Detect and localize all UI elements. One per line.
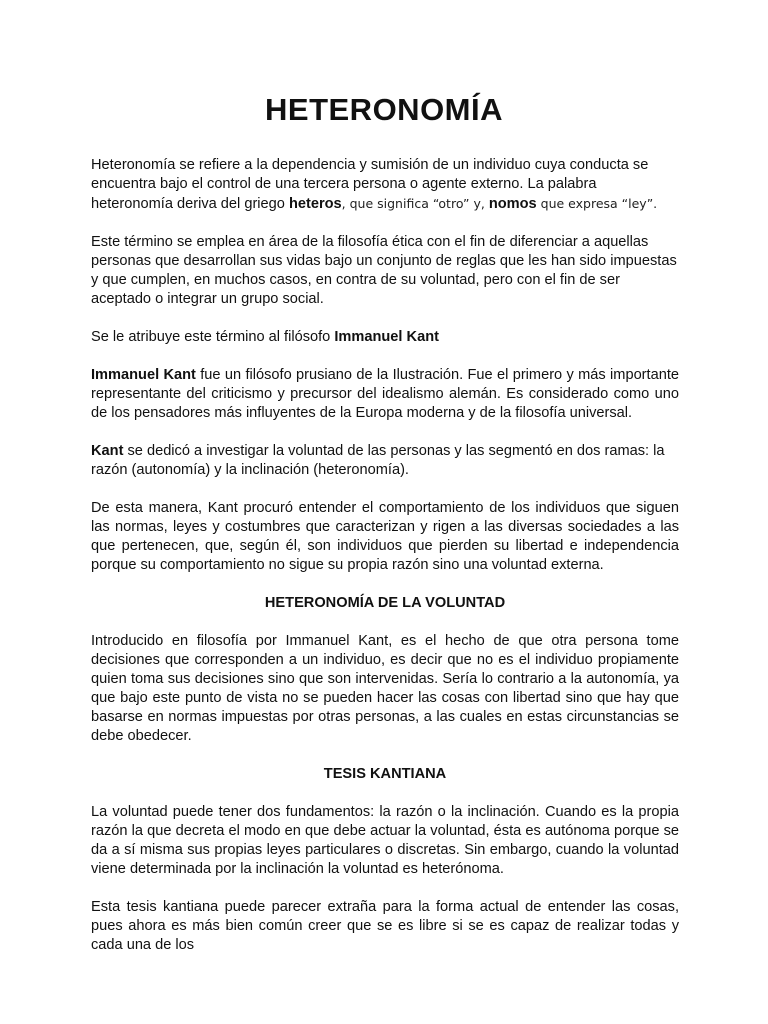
paragraph-kant-bio (91, 366, 679, 423)
paragraph-behavior: De esta manera, Kant procuró entender el comportamiento de los individuos que siguen las normas, leyes y costumbres que caracterizan y rigen a las diversas sociedades a las que pertenecen, que, según él, son individuos que pierden su libertad e independencia porque su comportamiento no sigue su propia razón sino una voluntad externa. (91, 500, 679, 573)
intro-text-1: Heteronomía se refiere a la dependencia y sumisión de un individuo cuya conducta se encuentra bajo el control de una tercera persona o agente externo. La palabra heteronomía deriva del griego (91, 157, 649, 212)
paragraph-attribution (91, 328, 679, 347)
kant-bio-name: Immanuel Kant (91, 367, 196, 383)
paragraph-kant-will (91, 442, 679, 480)
paragraph-tesis: La voluntad puede tener dos fundamentos: la razón o la inclinación. Cuando es la propia razón la que decreta el modo en que debe actuar la voluntad, ésta es autónoma porque se da a sí misma sus propias leyes particulares o discretas. Sin embargo, cuando la voluntad viene determinada por la inclinación la voluntad es heterónoma. (91, 804, 679, 877)
attribution-name: Immanuel Kant (334, 329, 439, 345)
paragraph-voluntad: Introducido en filosofía por Immanuel Kant, es el hecho de que otra persona tome decisiones que corresponden a un individuo, es decir que no es el individuo propiamente quien toma sus decisiones sino que son intervenidas. Sería lo contrario a la autonomía, ya que bajo este punto de vista no se pueden hacer las cosas con libertad sino que hay que basarse en normas impuestas por otras personas, a las cuales en estas circunstancias se debe obedecer. (91, 633, 679, 744)
paragraph-intro (91, 156, 679, 214)
term-nomos: nomos (488, 196, 537, 212)
document-body (91, 156, 679, 974)
document-title: HETERONOMÍA (265, 92, 503, 127)
section-heading-heteronomia-voluntad: HETERONOMÍA DE LA VOLUNTAD (264, 595, 506, 611)
intro-text-3: que expresa “ley”. (536, 196, 658, 211)
intro-text-2: , que significa “otro” y, (341, 196, 489, 211)
kant-bio-text: fue un filósofo prusiano de la Ilustración. Fue el primero y más importante representante del criticismo y precursor del idealismo alemán. Es considerado como uno de los pensadores más influyentes de la Europa moderna y de la filosofía universal. (91, 367, 680, 421)
kant-will-text: se dedicó a investigar la voluntad de las personas y las segmentó en dos ramas: la razón (autonomía) y la inclinación (heteronomía). (91, 443, 665, 478)
paragraph-tesis-continued: Esta tesis kantiana puede parecer extraña para la forma actual de entender las cosas, pues ahora es más bien común creer que se es libre si se es capaz de realizar todas y cada una de los (91, 899, 679, 953)
attribution-text: Se le atribuye este término al filósofo (91, 329, 335, 345)
term-heteros: heteros (288, 196, 342, 212)
kant-will-name: Kant (91, 443, 124, 459)
paragraph-definition: Este término se emplea en área de la filosofía ética con el fin de diferenciar a aquellas personas que desarrollan sus vidas bajo un conjunto de reglas que les han sido impuestas y que cumplen, en muchos casos, en contra de su voluntad, pero con el fin de ser aceptado o integrar un grupo social. (91, 234, 677, 307)
section-heading-tesis-kantiana: TESIS KANTIANA (323, 766, 447, 782)
